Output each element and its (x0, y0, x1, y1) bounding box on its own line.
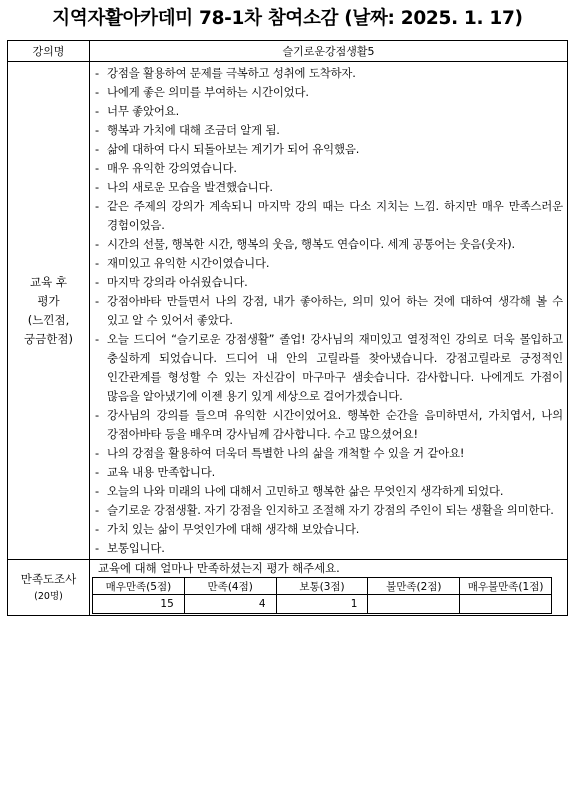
feedback-item: - 삶에 대하여 다시 되돌아보는 계기가 되어 유익했음. (94, 140, 563, 159)
course-row (8, 41, 568, 62)
rating-value: 15 (93, 595, 185, 614)
feedback-item: - 마지막 강의라 아쉬웠습니다. (94, 273, 563, 292)
feedback-item: - 강사님의 강의를 들으며 유익한 시간이었어요. 행복한 순간을 음미하면서, 가치엽서, 나의 강점아바타 등을 배우며 강사님께 감사합니다. 수고 많으셨어요! (94, 406, 563, 444)
rating-value-row (93, 595, 552, 614)
survey-table (7, 40, 568, 616)
rating-header: 불만족(2점) (368, 578, 460, 595)
feedback-item: - 매우 유익한 강의였습니다. (94, 159, 563, 178)
feedback-item: - 행복과 가치에 대해 조금더 알게 됨. (94, 121, 563, 140)
document-title: 지역자활아카데미 78-1차 참여소감 (날짜: 2025. 1. 17) (52, 8, 523, 29)
feedback-item: - 강점을 활용하여 문제를 극복하고 성취에 도착하자. (94, 64, 563, 83)
rating-value: 1 (276, 595, 368, 614)
feedback-item: - 오늘의 나와 미래의 나에 대해서 고민하고 행복한 삶은 무엇인지 생각하게 되었다. (94, 482, 563, 501)
rating-header: 매우불만족(1점) (460, 578, 552, 595)
rating-header: 보통(3점) (276, 578, 368, 595)
feedback-label (8, 62, 90, 560)
satisfaction-cell (90, 560, 568, 616)
feedback-cell (90, 62, 568, 560)
feedback-list (90, 62, 567, 559)
feedback-label-line: 평가 (37, 293, 60, 308)
rating-header-row (93, 578, 552, 595)
feedback-item: - 오늘 드디어 “슬기로운 강점생활” 졸업! 강사님의 재미있고 열정적인 강의로 더욱 몰입하고 충실하게 되었습니다. 드디어 내 안의 고릴라를 찾아냈습니다. 강점고릴라로 긍정적인 인간관계를 형성할 수 있는 자신감이 마구마구 샘솟습니다. 감사합니다. 나에게도 가점이 많음을 알아냈기에 이젠 용기 있게 세상으로 걸어가겠습니다. (94, 330, 563, 406)
feedback-item: - 나에게 좋은 의미를 부여하는 시간이었다. (94, 83, 563, 102)
feedback-item: - 나의 강점을 활용하여 더욱더 특별한 나의 삶을 개척할 수 있을 거 같아요! (94, 444, 563, 463)
rating-header: 만족(4점) (184, 578, 276, 595)
feedback-item: - 강점아바타 만들면서 나의 강점, 내가 좋아하는, 의미 있어 하는 것에 대하여 생각해 볼 수 있고 알 수 있어서 좋았다. (94, 292, 563, 330)
feedback-label-line: (느낀점, (27, 312, 70, 327)
satisfaction-row (8, 560, 568, 616)
feedback-item: - 가치 있는 삶이 무엇인가에 대해 생각해 보았습니다. (94, 520, 563, 539)
satisfaction-question: 교육에 대해 얼마나 만족하셨는지 평가 해주세요. (98, 561, 340, 575)
satisfaction-label (8, 560, 90, 616)
rating-value (368, 595, 460, 614)
rating-table (92, 577, 552, 614)
feedback-item: - 슬기로운 강점생활. 자기 강점을 인지하고 조절해 자기 강점의 주인이 되는 생활을 의미한다. (94, 501, 563, 520)
feedback-item: - 교육 내용 만족합니다. (94, 463, 563, 482)
rating-value (460, 595, 552, 614)
feedback-item: - 나의 새로운 모습을 발견했습니다. (94, 178, 563, 197)
rating-header: 매우만족(5점) (93, 578, 185, 595)
feedback-item: - 보통입니다. (94, 539, 563, 558)
respondent-count: (20명) (34, 590, 63, 602)
satisfaction-title: 만족도조사 (20, 571, 77, 586)
feedback-item: - 같은 주제의 강의가 계속되니 마지막 강의 때는 다소 지치는 느낌. 하지만 매우 만족스러운 경험이었음. (94, 197, 563, 235)
feedback-item: - 너무 좋았어요. (94, 102, 563, 121)
course-name: 슬기로운강점생활5 (90, 41, 568, 62)
feedback-label-line: 교육 후 (30, 274, 67, 289)
feedback-item: - 재미있고 유익한 시간이였습니다. (94, 254, 563, 273)
feedback-row (8, 62, 568, 560)
rating-value: 4 (184, 595, 276, 614)
feedback-item: - 시간의 선물, 행복한 시간, 행복의 웃음, 행복도 연습이다. 세계 공통어는 웃음(웃자). (94, 235, 563, 254)
course-label: 강의명 (8, 41, 90, 62)
feedback-label-line: 궁금한점) (24, 331, 73, 346)
